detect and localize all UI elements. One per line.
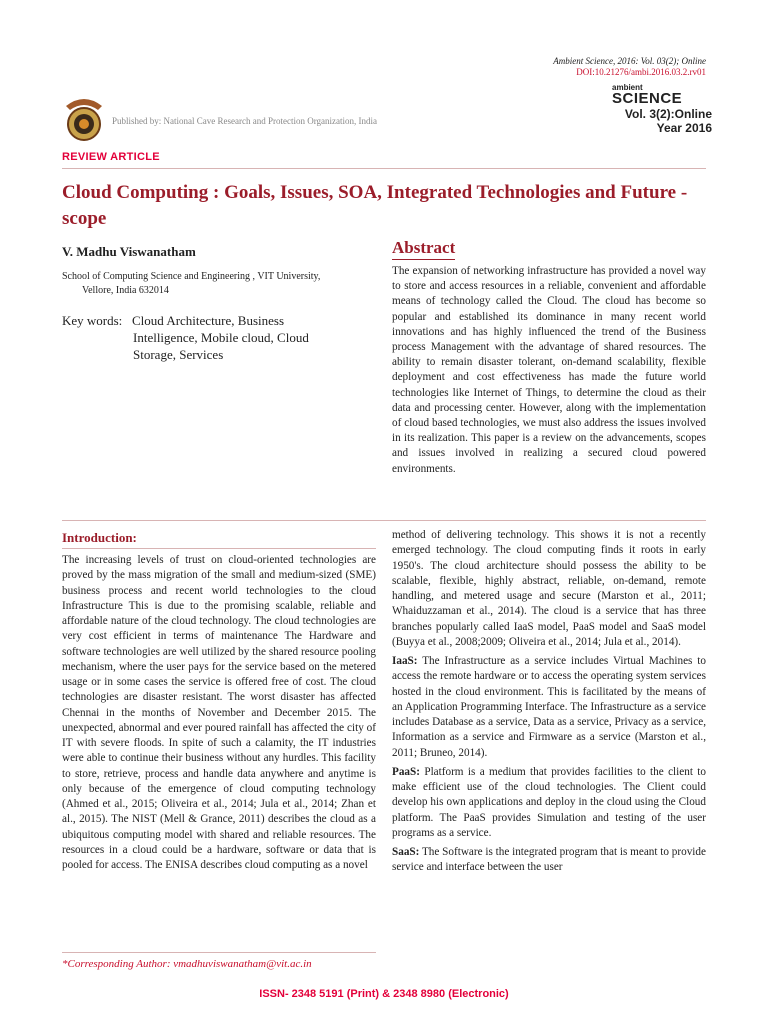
introduction-underline (62, 548, 376, 549)
keywords (62, 312, 382, 363)
saas-label: SaaS: (392, 846, 420, 858)
keywords-line-1: Cloud Architecture, Business (132, 313, 285, 328)
continuation-paragraph: method of delivering technology. This shows it is not a recently emerged technology. The cloud computing finds it roots in early 1950's. The cloud architecture should possess the ability to be scalable, flexible, highly abstract, reliable, on-demand, remote handling, and metered usage and secure (Marston et al., 2011; Whaiduzzaman et al., 2014). The cloud is a service that has three branches popularly called IaaS model, PaaS model and SaaS model (Buyya et al., 2008;2009; Oliveira et al., 2014; Jula et al., 2014). (392, 529, 706, 648)
publisher-line: Published by: National Cave Research and Protection Organization, India (112, 116, 378, 126)
journal-citation (553, 56, 706, 78)
abstract-heading: Abstract (392, 238, 455, 260)
body-column-2 (392, 528, 706, 880)
footnote-divider (62, 952, 376, 953)
citation-line: Ambient Science, 2016: Vol. 03(2); Online (553, 56, 706, 66)
saas-paragraph (392, 845, 706, 876)
issn-line: ISSN- 2348 5191 (Print) & 2348 8980 (Electronic) (259, 988, 509, 1000)
article-type: REVIEW ARTICLE (62, 151, 160, 163)
section-divider (62, 520, 706, 521)
journal-brand (612, 83, 712, 135)
introduction-heading: Introduction: (62, 530, 137, 545)
paas-label: PaaS: (392, 765, 420, 778)
abstract-text: The expansion of networking infrastructure has provided a novel way to store and access resources in a reliable, convenient and affordable means of technology called the Cloud. The cloud has become so popular and established its dominance in many recent world innovations and has highly influenced the trend of the Business process Management with the advantage of shared resources. The ability to remain disaster tolerant, on-demand scalability, flexible deployment and cost effectiveness has made the future world technologies like Internet of Things, to determine the cloud as their data and processing center. However, along with the implementation of cloud based technologies, we must also address the issues involved in its realization. This paper is a review on the advancements, scopes and issues involved in realizing a secured cloud powered environments. (392, 265, 706, 475)
affiliation (62, 270, 382, 298)
publisher-logo-icon (62, 92, 106, 144)
affiliation-line-2: Vellore, India 632014 (82, 285, 169, 296)
brand-large: SCIENCE (612, 90, 683, 107)
introduction-text: The increasing levels of trust on cloud-oriented technologies are proved by the mass migration of the small and medium-sized (SME) business process and recent world technologies to the cloud Infrastructure This is due to the promising scalable, reliable and affordable nature of the cloud technology. The cloud technologies are very cost efficient in terms of maintenance The Hardware and software technologies are well utilized by the shared resource pooling mechanism, where the user pays for the service based on the metered usage or in some cases the service is offered free of cost. The cloud technologies are disaster resistant. The worst disaster has affected Chennai in the months of November and December 2015. The unexpected, abnormal and ever poured rainfall has affected the city of IT with severe floods. In spite of such a calamity, the IT industries were able to continue their business without any hurdles. This facility to store, retrieve, process and handle data anywhere and anytime is only because of the emergence of cloud computing technology (Ahmed et al., 2015; Oliveira et al., 2014; Jula et al., 2014; Zhan et al., 2015). The NIST (Mell & Grance, 2011) describes the cloud as a ubiquitous computing model with shared and reliable resources. The resources in a cloud could be a hardware, software or data that is pooled for access. The ENISA describes cloud computing as a novel (62, 554, 376, 871)
volume-label: Vol. 3(2):Online (624, 107, 712, 121)
iaas-label: IaaS: (392, 655, 418, 667)
iaas-paragraph (392, 654, 706, 761)
saas-text: The Software is the integrated program that is meant to provide service and interface between the user (392, 846, 706, 874)
article-title: Cloud Computing : Goals, Issues, SOA, Integrated Technologies and Future -scope (62, 182, 688, 229)
corresponding-email[interactable]: vmadhuviswanatham@vit.ac.in (173, 958, 312, 970)
doi-link[interactable]: DOI:10.21276/ambi.2016.03.2.rv01 (576, 67, 706, 77)
keywords-label: Key words: (62, 313, 123, 328)
brand-small: ambient (612, 83, 643, 92)
corresponding-author (62, 958, 312, 970)
keywords-line-2: Intelligence, Mobile cloud, Cloud (133, 330, 309, 345)
keywords-line-3: Storage, Services (133, 347, 224, 362)
iaas-text: The Infrastructure as a service includes Virtual Machines to access the remote hardware or to access the operating system services hosted in the cloud environment. This is facilitated by the means of an Application Programming Interface. The Infrastructure as a service includes Database as a service, Data as a service, Privacy as a service, Information as a service and Firmware as a service (Marston et al., 2011; Bruneo, 2014). (392, 655, 706, 759)
paas-paragraph (392, 765, 706, 841)
header-divider (62, 168, 706, 169)
affiliation-line-1: School of Computing Science and Engineering , VIT University, (62, 271, 321, 282)
paas-text: Platform is a medium that provides facilities to the client to make efficient use of the cloud technologies. The Client could develop his own applications and deploy in the cloud using the Cloud platform. The PaaS provides Simulation and testing of the user programs as a service. (392, 765, 706, 839)
corresponding-label: *Corresponding Author: (62, 958, 171, 970)
author-name: V. Madhu Viswanatham (62, 244, 196, 259)
year-label: Year 2016 (656, 121, 712, 135)
